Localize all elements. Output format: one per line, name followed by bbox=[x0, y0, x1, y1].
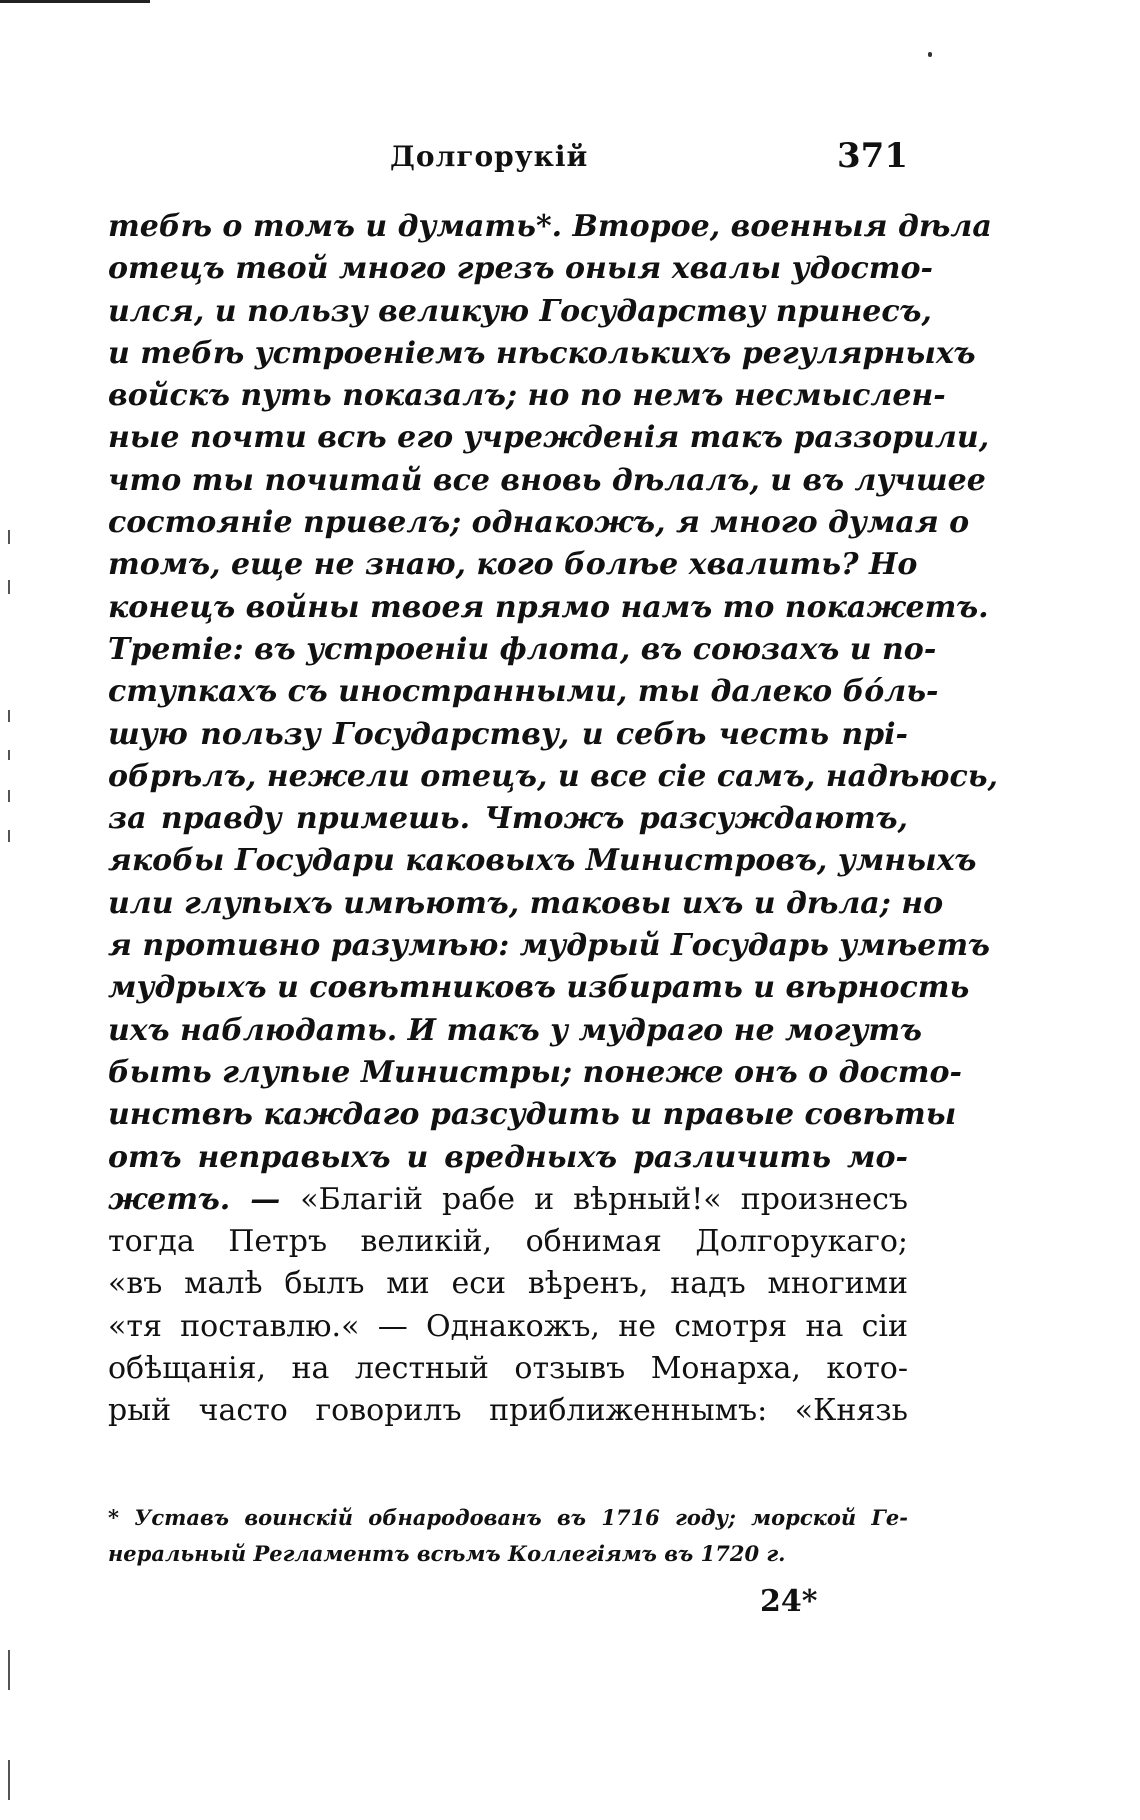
text-line-italic-part: жетъ. — bbox=[108, 1181, 301, 1217]
body-text bbox=[108, 206, 998, 1433]
footnote-line-1: * Уставъ воинскій обнародованъ въ 1716 году; морской Ге- bbox=[108, 1505, 908, 1530]
text-line: ихъ наблюдать. И такъ у мудраго не могутъ bbox=[108, 1012, 922, 1048]
text-line: шую пользу Государству, и себѣ честь прі- bbox=[108, 716, 908, 752]
top-edge-rule bbox=[0, 0, 150, 3]
left-margin-marks bbox=[8, 520, 12, 1820]
text-line: что ты почитай все вновь дѣлалъ, и въ лучшее bbox=[108, 462, 986, 498]
text-line: ные почти всѣ его учрежденія такъ раззорили, bbox=[108, 420, 990, 456]
text-line: якобы Государи каковыхъ Министровъ, умныхъ bbox=[108, 843, 977, 879]
ink-speck bbox=[928, 52, 932, 57]
running-head: Долгорукій bbox=[390, 140, 589, 173]
text-line: или глупыхъ имѣютъ, таковы ихъ и дѣла; но bbox=[108, 885, 944, 921]
text-line: тебѣ о томъ и думать*. Второе, военныя дѣла bbox=[108, 209, 992, 244]
text-line: мудрыхъ и совѣтниковъ избирать и вѣрность bbox=[108, 970, 970, 1006]
footnote-line-2: неральный Регламентъ всѣмъ Коллегіямъ въ 1720 г. bbox=[108, 1541, 786, 1566]
text-line: отецъ твой много грезъ оныя хвалы удосто- bbox=[108, 251, 933, 287]
text-line: Третіе: въ устроеніи флота, въ союзахъ и по- bbox=[108, 631, 937, 667]
text-line: быть глупые Министры; понеже онъ о досто- bbox=[108, 1054, 962, 1090]
text-line: обрѣлъ, нежели отецъ, и все сіе самъ, надѣюсь, bbox=[108, 758, 998, 794]
text-line: за правду примешь. Чтожъ разсуждаютъ, bbox=[108, 801, 908, 837]
text-line: и тебѣ устроеніемъ нѣсколькихъ регулярныхъ bbox=[108, 335, 976, 371]
text-line: обѣщанія, на лестный отзывъ Монарха, кото- bbox=[108, 1351, 908, 1387]
page-header bbox=[108, 136, 908, 180]
text-line-roman-part: «Благій рабе и вѣрный!« произнесъ bbox=[300, 1181, 908, 1217]
text-line: рый часто говорилъ приближеннымъ: «Князь bbox=[108, 1393, 908, 1429]
page-number: 371 bbox=[837, 136, 908, 176]
text-line: томъ, еще не знаю, кого болѣе хвалить? Но bbox=[108, 547, 918, 583]
text-line: тогда Петръ великій, обнимая Долгорукаго; bbox=[108, 1224, 908, 1260]
text-line: отъ неправыхъ и вредныхъ различить мо- bbox=[108, 1139, 908, 1175]
text-line: ился, и пользу великую Государству принесъ, bbox=[108, 293, 932, 329]
text-line: конецъ войны твоея прямо намъ то покажетъ. bbox=[108, 589, 989, 625]
text-line: ступкахъ съ иностранными, ты далеко бóль- bbox=[108, 674, 939, 710]
text-line: я противно разумѣю: мудрый Государь умѣетъ bbox=[108, 928, 990, 964]
text-line: инствѣ каждаго разсудить и правые совѣты bbox=[108, 1097, 957, 1133]
text-line: «въ малѣ былъ ми еси вѣренъ, надъ многими bbox=[108, 1266, 908, 1302]
text-line: состояніе привелъ; однакожъ, я много думая о bbox=[108, 505, 970, 541]
text-line: войскъ путь показалъ; но по немъ несмыслен- bbox=[108, 378, 946, 414]
text-line: «тя поставлю.« — Однакожъ, не смотря на сіи bbox=[108, 1308, 908, 1344]
signature-mark: 24* bbox=[760, 1584, 818, 1619]
footnote bbox=[108, 1500, 908, 1572]
text-line bbox=[108, 1179, 908, 1221]
